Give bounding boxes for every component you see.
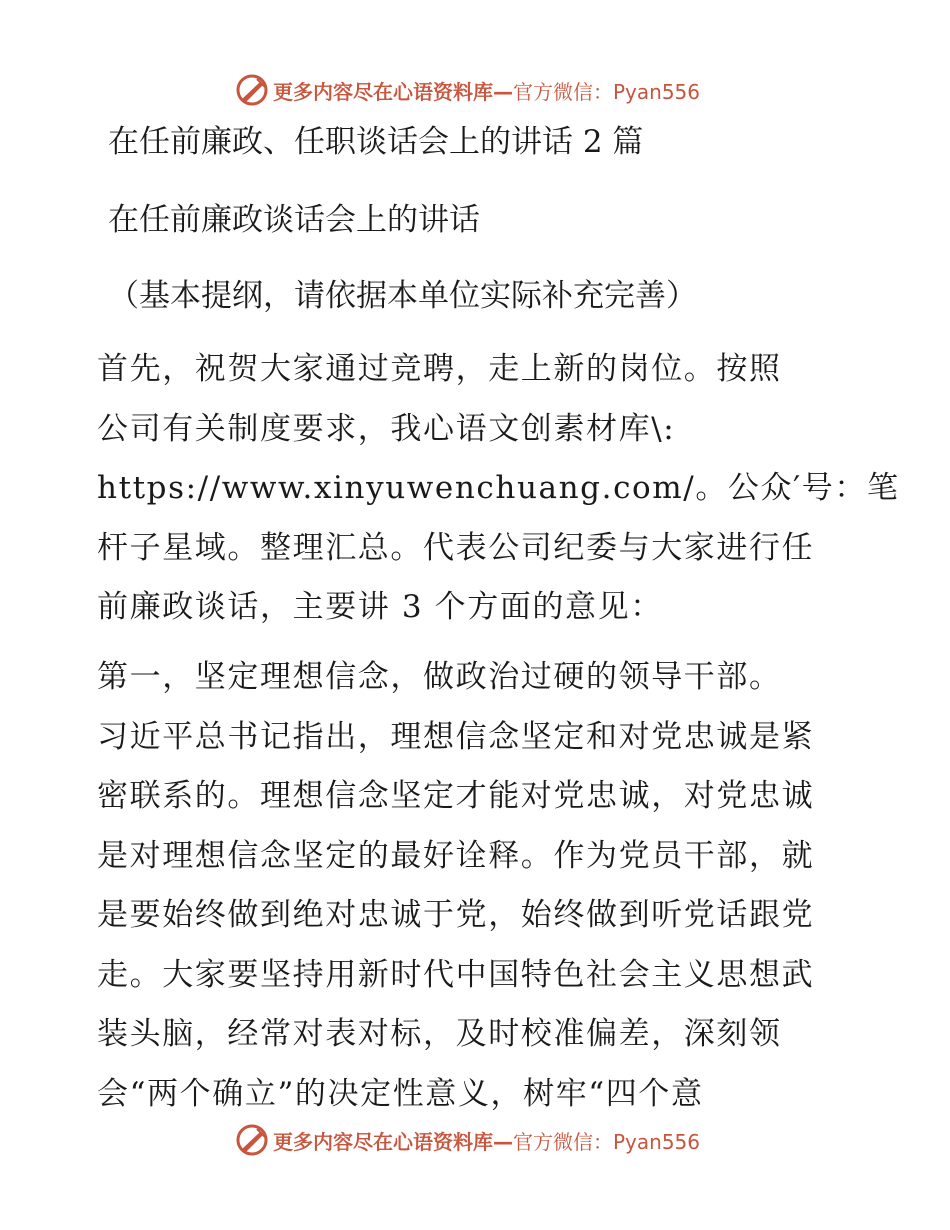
- paragraph-line: 杆子星域。整理汇总。代表公司纪委与大家进行任: [97, 529, 815, 566]
- paragraph-line: 是对理想信念坚定的最好诠释。作为党员干部，就: [97, 837, 815, 874]
- paragraph-line: 会“两个确立”的决定性意义，树牢“四个意: [97, 1075, 704, 1112]
- paragraph-line: 习近平总书记指出，理想信念坚定和对党忠诚是紧: [97, 718, 815, 755]
- document-note: （基本提纲，请依据本单位实际补充完善）: [108, 278, 697, 314]
- paragraph-1: [97, 340, 900, 638]
- pen-circle-logo-icon: [235, 73, 269, 107]
- document-title: 在任前廉政、任职谈话会上的讲话 2 篇: [108, 124, 644, 160]
- paragraph-line: 公司有关制度要求，我心语文创素材库\:: [97, 410, 676, 447]
- footer-banner: [235, 1122, 700, 1158]
- banner-text: 更多内容尽在心语资料库—: [273, 1129, 513, 1154]
- document-subtitle: 在任前廉政谈话会上的讲话: [108, 202, 480, 238]
- pen-circle-logo-icon: [235, 1123, 269, 1157]
- banner-wechat: 官方微信：Pyan556: [513, 1129, 701, 1154]
- paragraph-line: 装头脑，经常对表对标，及时校准偏差，深刻领: [97, 1016, 782, 1052]
- paragraph-line: 第一，坚定理想信念，做政治过硬的领导干部。: [97, 659, 782, 695]
- banner-text: 更多内容尽在心语资料库—: [273, 79, 513, 104]
- header-banner: [235, 72, 700, 108]
- paragraph-2: [97, 648, 849, 1124]
- paragraph-line: 密联系的。理想信念坚定才能对党忠诚，对党忠诚: [97, 778, 815, 814]
- paragraph-line: 前廉政谈话，主要讲 3 个方面的意见：: [97, 589, 663, 625]
- paragraph-line: 是要始终做到绝对忠诚于党，始终做到听党话跟党: [97, 897, 815, 933]
- paragraph-line: 首先，祝贺大家通过竞聘，走上新的岗位。按照: [97, 351, 782, 387]
- paragraph-line: 走。大家要坚持用新时代中国特色社会主义思想武: [97, 956, 815, 993]
- banner-wechat: 官方微信：Pyan556: [513, 79, 701, 104]
- paragraph-line: https://www.xinyuwenchuang.com/。公众′号：笔: [97, 470, 900, 506]
